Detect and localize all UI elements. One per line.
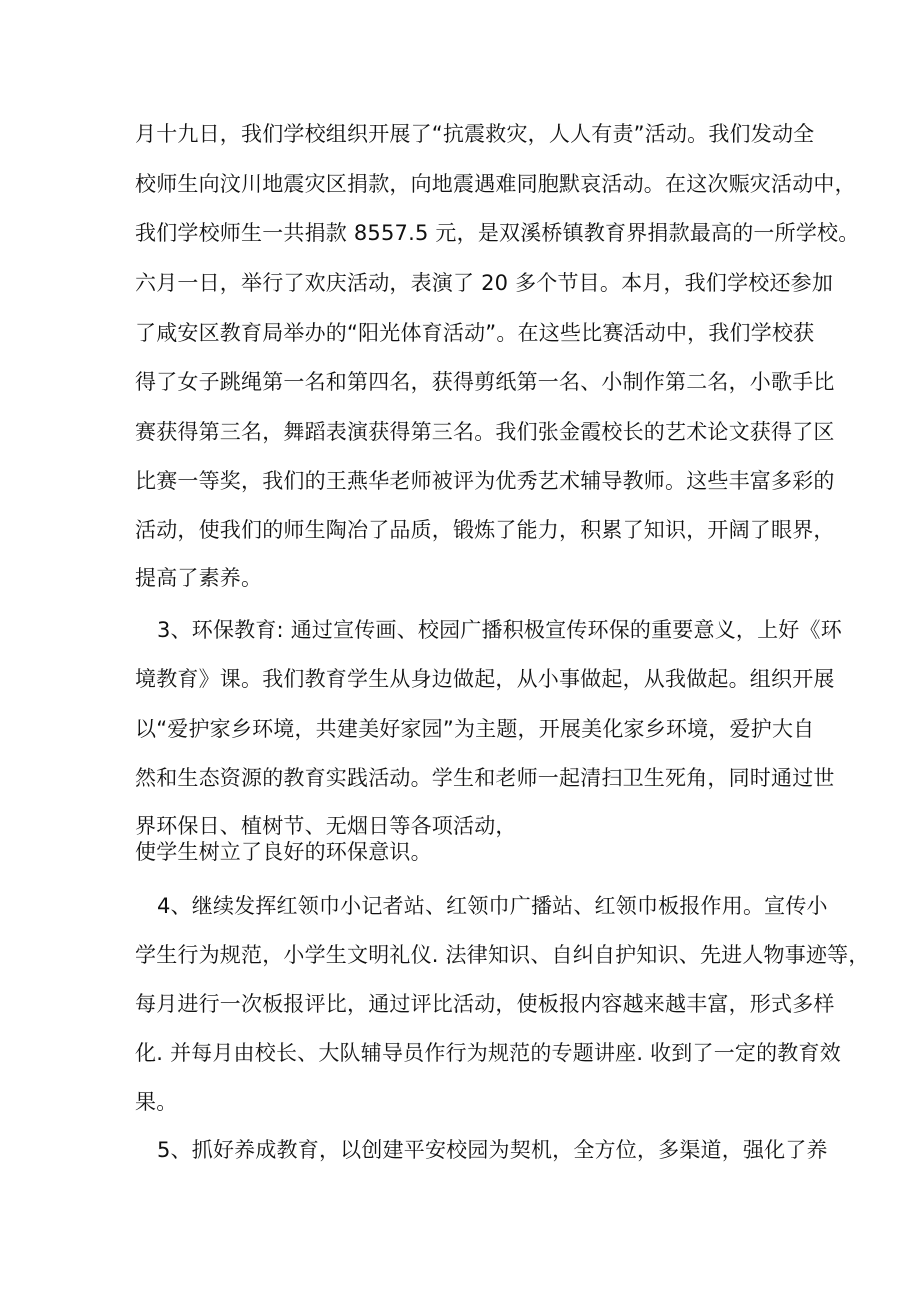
- text-line: 5、抓好养成教育，以创建平安校园为契机，全方位，多渠道，强化了养: [157, 1138, 828, 1162]
- text-line: 然和生态资源的教育实践活动。学生和老师一起清扫卫生死角，同时通过世: [135, 766, 835, 790]
- text-line: 月十九日，我们学校组织开展了“抗震救灾，人人有责”活动。我们发动全: [135, 122, 815, 146]
- text-line: 界环保日、植树节、无烟日等各项活动，: [135, 814, 517, 838]
- text-line: 使学生树立了良好的环保意识。: [135, 840, 432, 864]
- text-line: 4、继续发挥红领巾小记者站、红领巾广播站、红领巾板报作用。宣传小: [157, 894, 828, 918]
- text-line: 学生行为规范，小学生文明礼仪. 法律知识、自纠自护知识、先进人物事迹等，: [135, 943, 870, 967]
- text-line: 境教育》课。我们教育学生从身边做起，从小事做起，从我做起。组织开展: [135, 667, 835, 691]
- text-line: 活动，使我们的师生陶冶了品质，锻炼了能力，积累了知识，开阔了眼界，: [135, 518, 835, 542]
- text-line: 我们学校师生一共捐款 8557.5 元，是双溪桥镇教育界捐款最高的一所学校。: [135, 221, 860, 245]
- text-line: 赛获得第三名，舞蹈表演获得第三名。我们张金霞校长的艺术论文获得了区: [135, 420, 835, 444]
- text-line: 比赛一等奖，我们的王燕华老师被评为优秀艺术辅导教师。这些丰富多彩的: [135, 469, 835, 493]
- text-line: 每月进行一次板报评比，通过评比活动，使板报内容越来越丰富，形式多样: [135, 992, 835, 1016]
- text-line: 校师生向汶川地震灾区捐款，向地震遇难同胞默哀活动。在这次赈灾活动中，: [135, 172, 856, 196]
- text-line: 得了女子跳绳第一名和第四名，获得剪纸第一名、小制作第二名，小歌手比: [135, 370, 835, 394]
- text-line: 化. 并每月由校长、大队辅导员作行为规范的专题讲座. 收到了一定的教育效: [135, 1041, 841, 1065]
- text-line: 提高了素养。: [135, 566, 263, 590]
- text-line: 3、环保教育: 通过宣传画、校园广播积极宣传环保的重要意义，上好《环: [157, 618, 842, 642]
- text-line: 六月一日，举行了欢庆活动，表演了 20 多个节目。本月，我们学校还参加: [135, 271, 834, 295]
- text-line: 果。: [135, 1090, 178, 1114]
- text-line: 了咸安区教育局举办的“阳光体育活动”。在这些比赛活动中，我们学校获: [135, 321, 815, 345]
- text-line: 以“爱护家乡环境，共建美好家园”为主题，开展美化家乡环境，爱护大自: [135, 717, 815, 741]
